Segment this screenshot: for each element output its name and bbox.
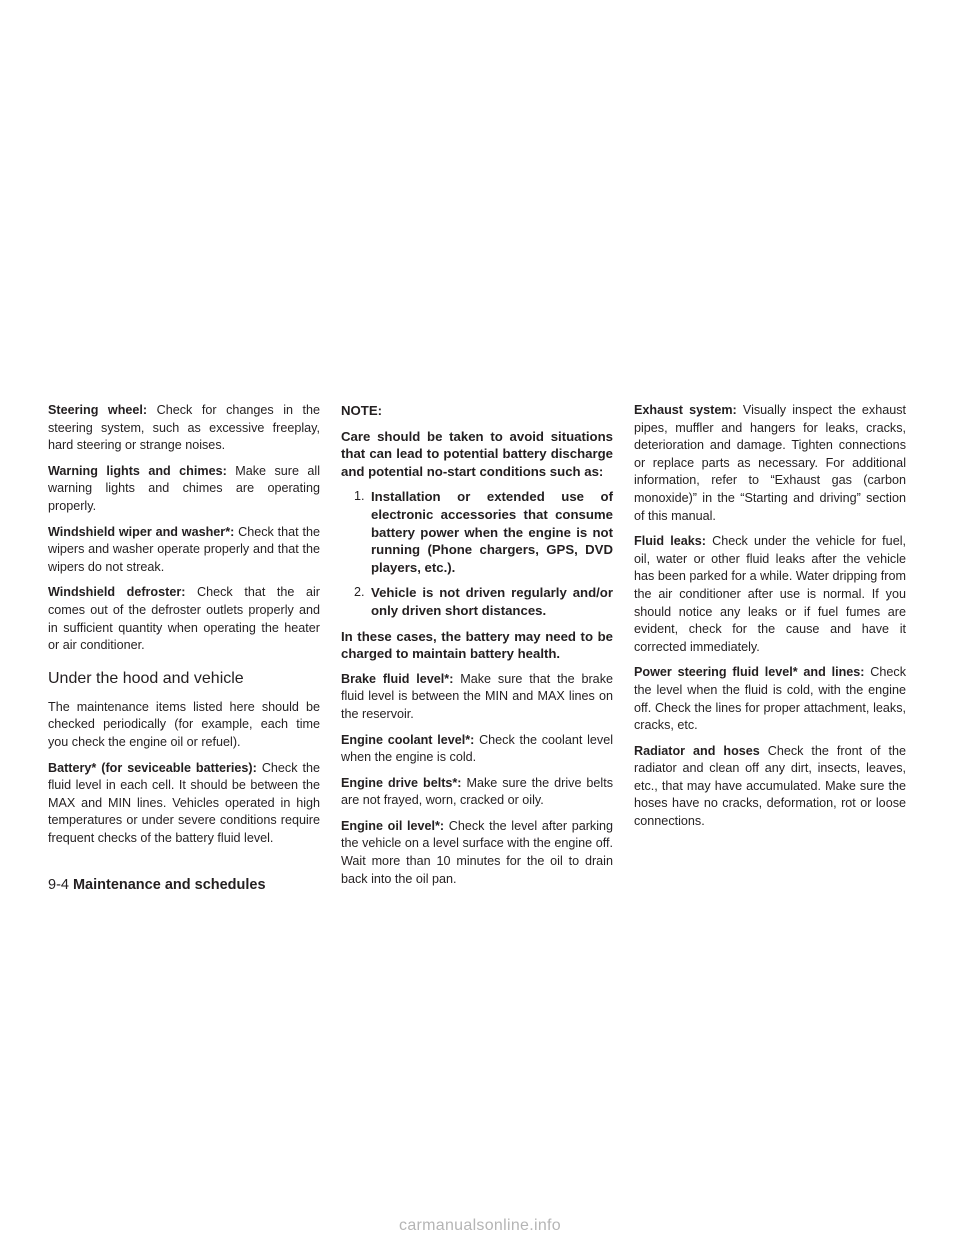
brake-fluid-item [341,671,613,724]
item-text: Make sure all warning lights and chimes are operating properly. [48,463,320,513]
item-text: Check the coolant level when the engine is cold. [341,732,613,765]
list-number: 2. [354,585,365,600]
item-term: Exhaust system: [634,403,737,417]
column-3 [634,402,906,839]
item-term: Engine coolant level*: [341,732,475,747]
item-term: Engine drive belts*: [341,775,462,790]
note-text: Care should be taken to avoid situations that can lead to potential battery discharge and potential no-start conditions such as: [341,428,613,479]
steering-wheel-item [48,402,320,455]
item-text: Check the front of the radiator and clean off any dirt, insects, leaves, etc., that may have accumulated. Make sure the hoses have no cracks, deformation, rot or loose connections. [634,743,907,829]
list-text: Vehicle is not driven regularly and/or only driven short distances. [371,585,613,618]
warning-lights-item [48,463,320,516]
note-label: NOTE: [341,403,383,418]
item-term: Windshield wiper and washer*: [48,524,235,539]
drive-belts-item [341,775,613,810]
section-heading: Under the hood and vehicle [48,669,244,687]
engine-oil-item [341,818,613,888]
item-term: Steering wheel: [48,403,148,417]
item-term: Brake fluid level*: [341,671,454,686]
note-list-item [341,488,613,576]
windshield-defroster-item [48,584,320,654]
note-list-item [341,584,613,619]
item-term: Battery* (for seviceable batteries): [48,760,257,775]
fluid-leaks-item [634,533,906,656]
list-number: 1. [354,489,365,504]
item-text: Check the level after parking the vehicle on a level surface with the engine off. Wait more than 10 minutes for the oil to drain back into the oil pan. [341,818,614,886]
item-text: Make sure that the brake fluid level is between the MIN and MAX lines on the reservoir. [341,671,613,721]
column-2 [341,402,613,896]
item-text: Make sure the drive belts are not frayed, worn, cracked or oily. [341,775,614,808]
section-title: Maintenance and schedules [72,877,266,893]
page-footer [48,877,266,893]
note-after: In these cases, the battery may need to be charged to maintain battery health. [341,628,613,662]
item-text: Check for changes in the steering system, such as excessive freeplay, hard steering or strange noises. [48,403,321,453]
item-text: Visually inspect the exhaust pipes, muffler and hangers for leaks, cracks, deterioration and damage. Tighten connections or replace parts as necessary. For additional information, refer to “Exhaust gas (carbon monoxide)” in the “Starting and driving” section of this manual. [634,403,907,523]
engine-coolant-item [341,732,613,767]
item-term: Windshield defroster: [48,585,186,600]
item-term: Power steering fluid level* and lines: [634,665,865,680]
battery-item [48,760,320,848]
item-term: Radiator and hoses [634,743,760,758]
power-steering-item [634,664,906,734]
watermark: carmanualsonline.info [399,1217,561,1234]
item-text: Check the fluid level in each cell. It should be between the MAX and MIN lines. Vehicles operated in high temperatures or under severe conditions require frequent checks of the battery fluid level. [48,760,320,845]
page-number: 9-4 [48,877,69,893]
item-text: Check that the wipers and washer operate properly and that the wipers do not streak. [48,524,320,574]
section-intro: The maintenance items listed here should be checked periodically (for example, each time you check the engine oil or refuel). [48,699,320,749]
exhaust-item [634,402,906,525]
list-text: Installation or extended use of electronic accessories that consume battery power when the engine is not running (Phone chargers, GPS, DVD players, etc.). [371,489,613,575]
radiator-item [634,743,906,831]
windshield-wiper-item [48,524,320,577]
item-term: Engine oil level*: [341,818,445,833]
item-text: Check that the air comes out of the defroster outlets properly and in sufficient quantity when operating the heater or air conditioner. [48,585,321,653]
item-text: Check the level when the fluid is cold, with the engine off. Check the lines for proper attachment, leaks, cracks, etc. [634,665,906,733]
item-term: Fluid leaks: [634,534,706,549]
item-term: Warning lights and chimes: [48,463,227,478]
note-list [341,488,613,619]
column-1 [48,402,320,855]
item-text: Check under the vehicle for fuel, oil, water or other fluid leaks after the vehicle has been parked for a while. Water dripping from the air conditioner after use is normal. If you should notice any leaks or if fuel fumes are evident, check for the cause and have it corrected immediately. [634,534,906,654]
